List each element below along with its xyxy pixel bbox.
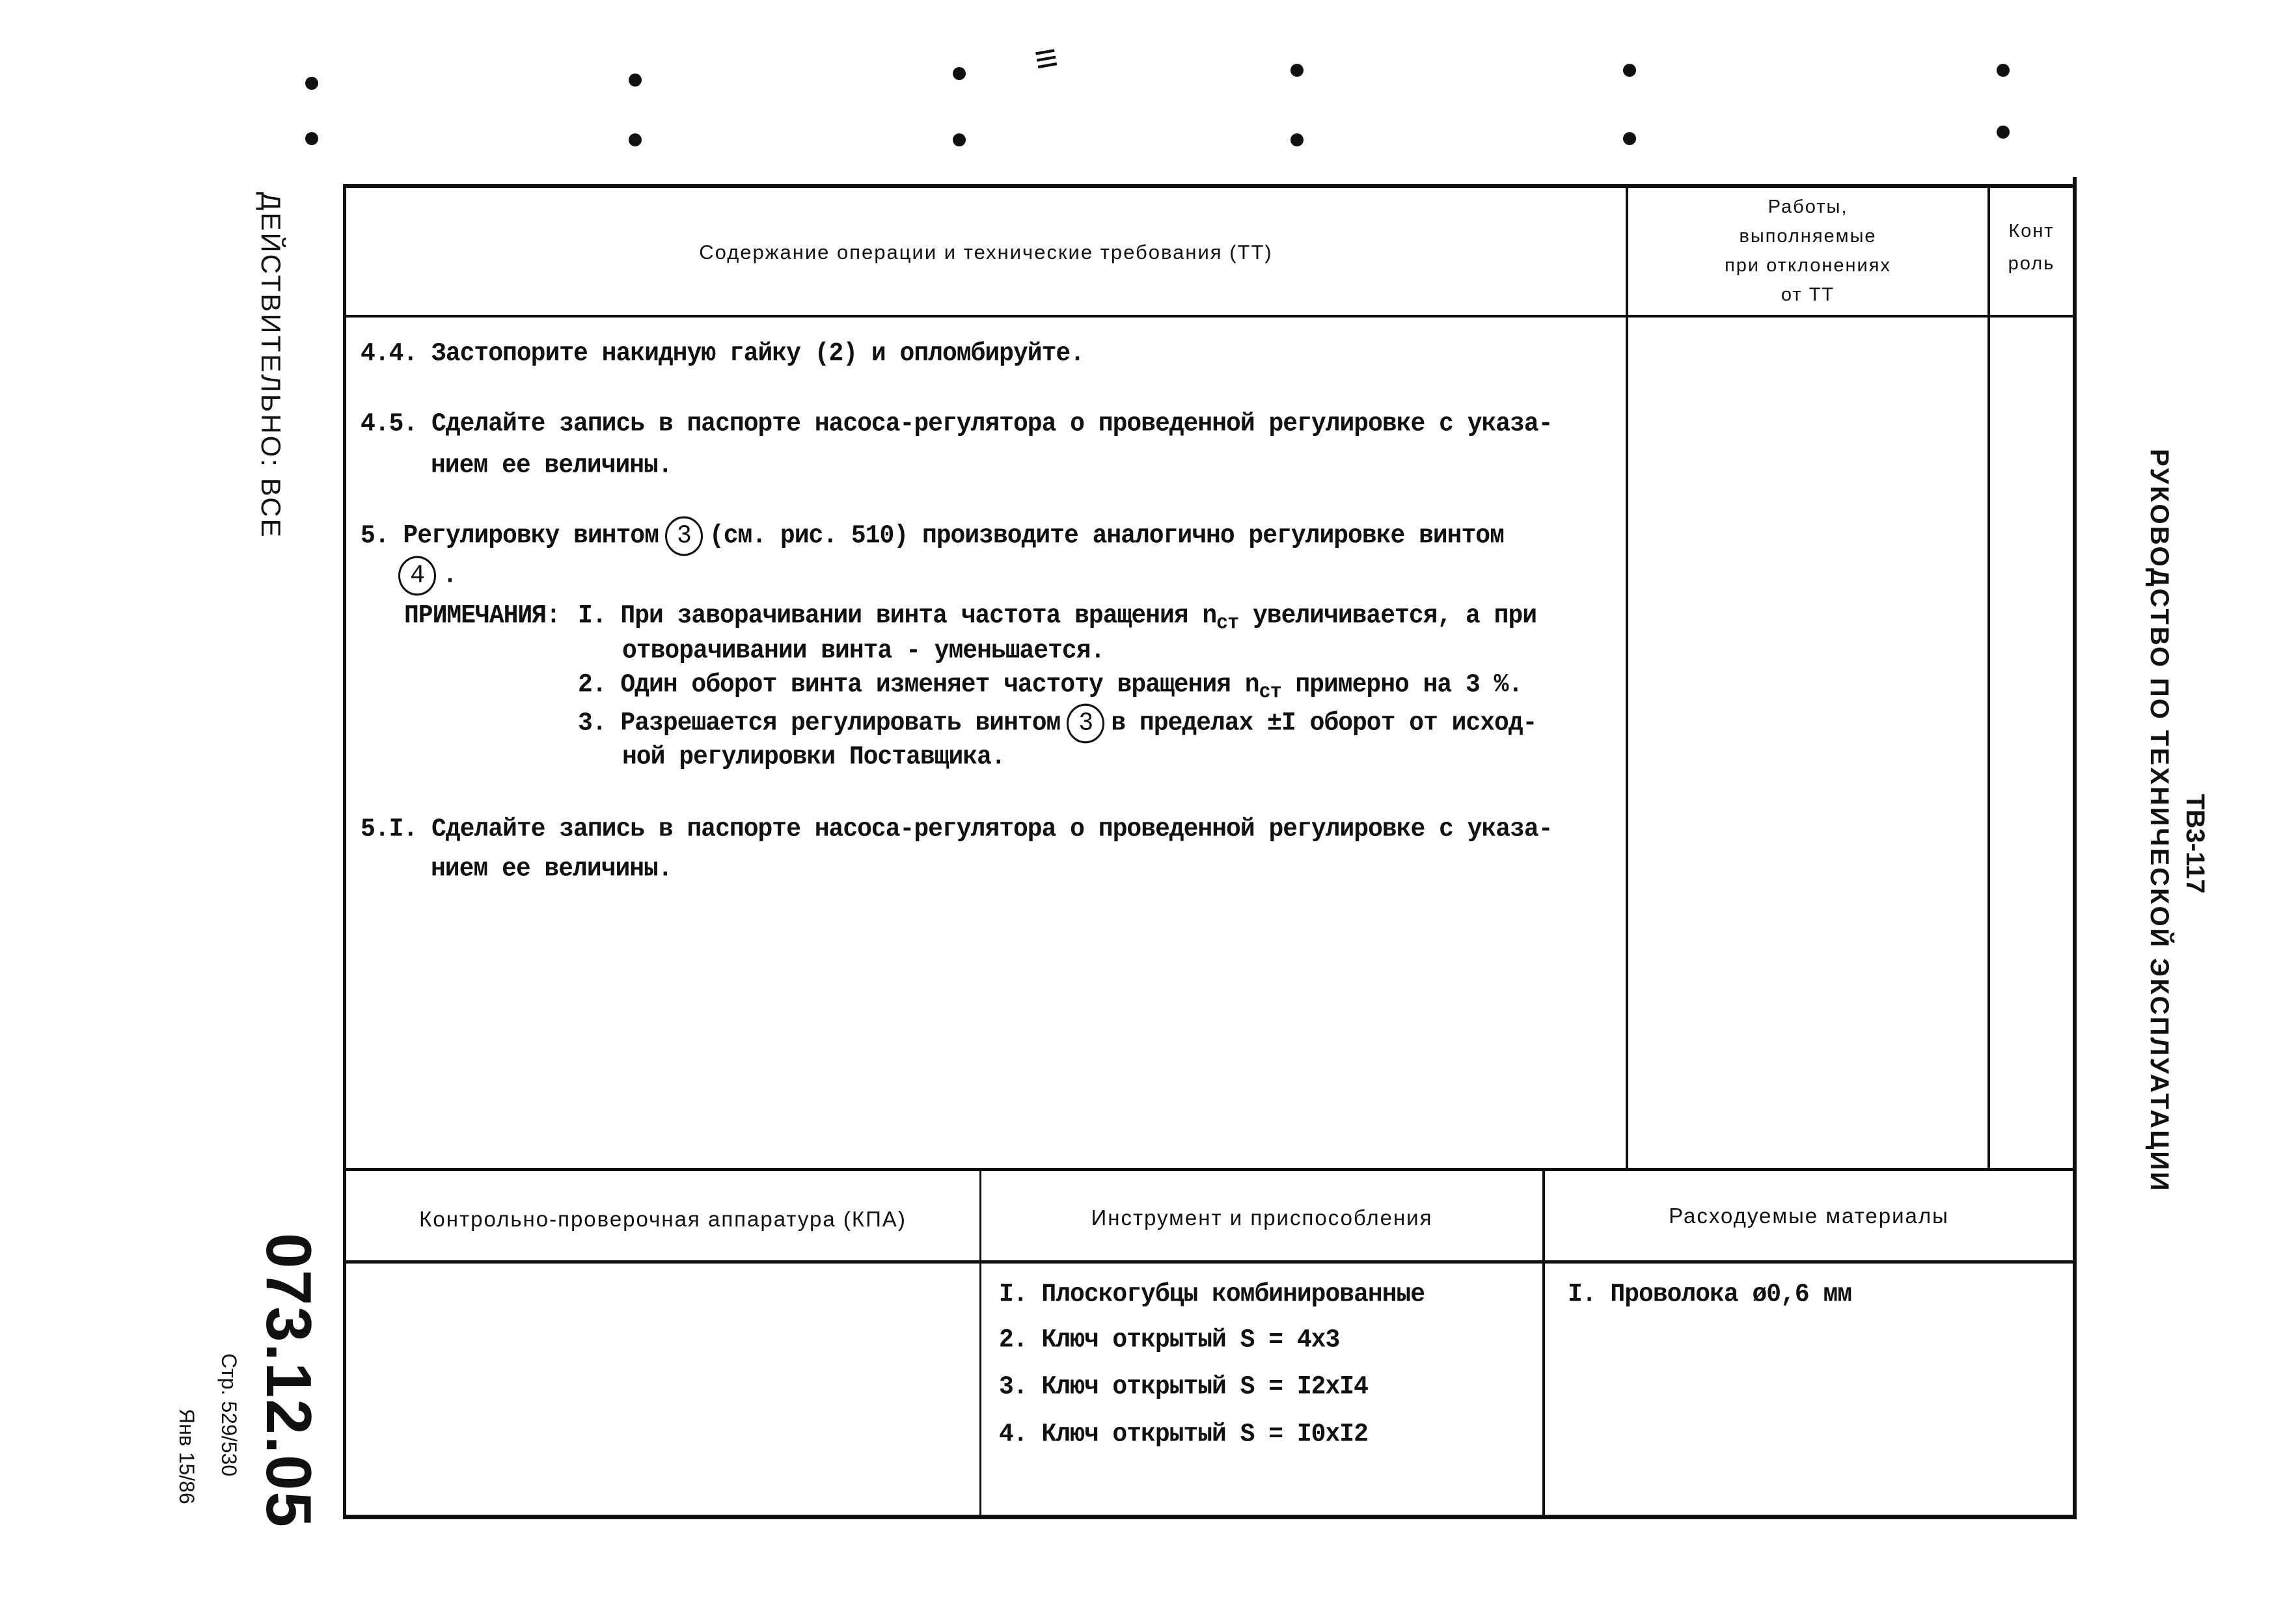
callout-3: 3 xyxy=(665,517,703,556)
binder-hole xyxy=(1623,132,1636,145)
table-border xyxy=(343,184,2077,188)
revision-date: Янв 15/86 xyxy=(175,1409,198,1504)
note-1-cont: отворачивании винта - уменьшается. xyxy=(622,636,1105,666)
manual-title: РУКОВОДСТВО ПО ТЕХНИЧЕСКОЙ ЭКСПЛУАТАЦИИ xyxy=(2145,449,2174,1193)
binder-hole xyxy=(1290,64,1304,77)
binder-hole xyxy=(1997,126,2010,139)
binder-hole xyxy=(1290,133,1304,146)
header-line: роль xyxy=(2008,253,2055,274)
tool-item: 2. Ключ открытый S = 4x3 xyxy=(999,1325,1340,1355)
materials-header: Расходуемые материалы xyxy=(1669,1204,1949,1228)
binder-hole xyxy=(953,67,966,80)
step-5-cont xyxy=(398,556,457,596)
note-2 xyxy=(578,670,1522,704)
engine-code: ТВ3-117 xyxy=(2181,794,2209,894)
step-4-4: 4.4. Застопорите накидную гайку (2) и опломбируйте. xyxy=(361,338,1084,369)
callout-3: 3 xyxy=(1067,704,1104,744)
tool-item: I. Плоскогубцы комбинированные xyxy=(999,1279,1425,1310)
header-line: Работы, xyxy=(1768,196,1848,217)
validity-label: ДЕЙСТВИТЕЛЬНО: ВСЕ xyxy=(256,192,286,539)
subscript: ст xyxy=(1216,612,1239,635)
column-divider xyxy=(1987,184,1990,1170)
header-line: от ТТ xyxy=(1781,284,1835,305)
binder-hole xyxy=(629,133,642,146)
note-text: I. При заворачивании винта частота вращения n xyxy=(578,601,1217,630)
table-border xyxy=(343,1515,2077,1519)
note-3 xyxy=(578,704,1536,744)
section-divider xyxy=(343,1168,2074,1171)
step-5 xyxy=(361,517,1504,556)
content-column-header: Содержание операции и технические требования (ТТ) xyxy=(699,241,1273,264)
tool-item: 4. Ключ открытый S = I0xI2 xyxy=(999,1419,1368,1450)
step-5-1: 5.I. Сделайте запись в паспорте насоса-регулятора о проведенной регулировке с указа- xyxy=(361,814,1553,845)
material-item: I. Проволока ø0,6 мм xyxy=(1568,1279,1852,1310)
control-column-header xyxy=(1990,215,2073,280)
step-5-1-cont: нием ее величины. xyxy=(431,854,672,884)
tools-header: Инструмент и приспособления xyxy=(1091,1206,1433,1230)
note-3-cont: ной регулировки Поставщика. xyxy=(622,742,1005,772)
note-text: в пределах ±I оборот от исход- xyxy=(1111,708,1537,738)
header-line: выполняемые xyxy=(1739,226,1877,247)
binder-hole xyxy=(1623,64,1636,77)
step-text: . xyxy=(443,560,457,591)
step-4-5: 4.5. Сделайте запись в паспорте насоса-регулятора о проведенной регулировке с указа- xyxy=(361,409,1553,439)
document-number: 073.12.05 xyxy=(253,1233,325,1528)
note-text: 2. Один оборот винта изменяет частоту вращения n xyxy=(578,670,1259,699)
page-number: Стр. 529/530 xyxy=(217,1353,241,1477)
kpa-header: Контрольно-проверочная аппаратура (КПА) xyxy=(419,1207,907,1231)
step-text: (см. рис. 510) производите аналогично регулировке винтом xyxy=(709,521,1504,551)
binder-hole xyxy=(305,77,318,90)
binder-hole xyxy=(1997,64,2010,77)
binder-hole xyxy=(305,132,318,145)
header-line: Конт xyxy=(2008,221,2055,241)
callout-4: 4 xyxy=(398,556,436,596)
subscript: ст xyxy=(1259,681,1281,704)
page-mark: ≡ xyxy=(1031,34,1061,82)
binder-hole xyxy=(629,74,642,87)
table-border xyxy=(2073,177,2077,1517)
note-text: увеличивается, а при xyxy=(1238,601,1537,630)
step-4-5-cont: нием ее величины. xyxy=(431,450,672,481)
column-divider xyxy=(1626,184,1628,1170)
header-line: при отклонениях xyxy=(1725,255,1891,276)
header-divider xyxy=(343,1260,2074,1264)
table-border xyxy=(343,184,346,1519)
header-divider xyxy=(343,315,2074,318)
note-text: примерно на 3 %. xyxy=(1281,670,1523,699)
note-1 xyxy=(578,601,1536,635)
deviations-column-header xyxy=(1628,193,1987,310)
tool-item: 3. Ключ открытый S = I2xI4 xyxy=(999,1372,1368,1402)
notes-label: ПРИМЕЧАНИЯ: xyxy=(404,601,560,631)
binder-hole xyxy=(953,133,966,146)
step-text: 5. Регулировку винтом xyxy=(361,521,659,551)
note-text: 3. Разрешается регулировать винтом xyxy=(578,708,1061,738)
